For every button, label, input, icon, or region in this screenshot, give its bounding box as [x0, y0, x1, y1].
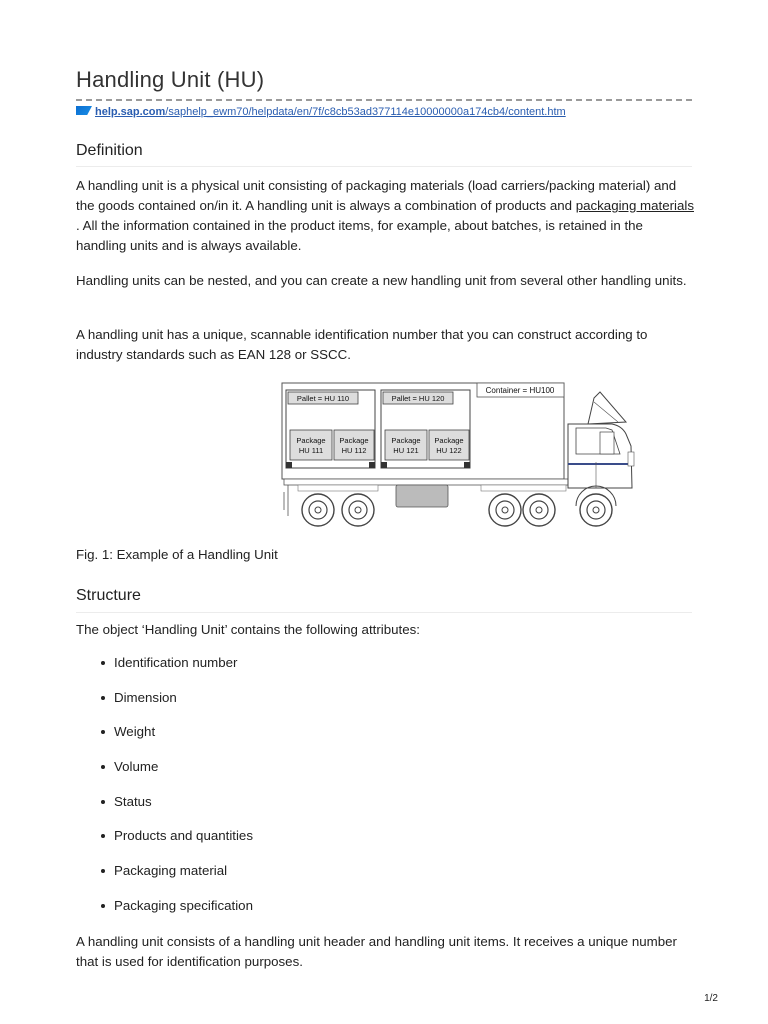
title-divider [76, 99, 692, 101]
pallet-2-foot-left [381, 462, 387, 468]
package-hu122 [429, 430, 469, 460]
definition-heading: Definition [76, 142, 143, 159]
list-item: Weight [114, 721, 253, 756]
list-item: Dimension [114, 687, 253, 722]
page-number: 1/2 [704, 993, 718, 1004]
package-hu122-line1: Package [434, 436, 464, 445]
package-hu121-line1: Package [391, 436, 421, 445]
list-item: Packaging specification [114, 895, 253, 930]
figure-caption: Fig. 1: Example of a Handling Unit [76, 547, 278, 562]
packaging-materials-link[interactable]: packaging materials [575, 198, 694, 213]
structure-intro: The object ‘Handling Unit’ contains the following attributes: [76, 622, 420, 637]
package-hu122-line2: HU 122 [436, 446, 462, 455]
pallet-2-label: Pallet = HU 120 [391, 394, 445, 403]
handling-unit-figure [276, 378, 642, 536]
pallet-1-foot-right [369, 462, 375, 468]
sap-logo-icon [76, 106, 92, 115]
list-item: Status [114, 791, 253, 826]
list-item: Products and quantities [114, 825, 253, 860]
pallet-2-foot-right [464, 462, 470, 468]
package-hu112-line1: Package [339, 436, 369, 445]
package-hu112 [334, 430, 374, 460]
package-hu111-line1: Package [296, 436, 326, 445]
structure-closing-paragraph: A handling unit consists of a handling unit header and handling unit items. It receives a unique number that is used for identification purposes. [76, 934, 677, 969]
structure-heading: Structure [76, 587, 141, 604]
package-hu121-line2: HU 121 [393, 446, 419, 455]
package-hu111-line2: HU 111 [298, 446, 324, 455]
fuel-tank [396, 485, 448, 507]
package-hu112-line2: HU 112 [341, 446, 367, 455]
truck-hood [588, 392, 626, 424]
list-item: Volume [114, 756, 253, 791]
list-item: Packaging material [114, 860, 253, 895]
package-hu111 [290, 430, 332, 460]
structure-rule [76, 612, 692, 613]
package-hu121 [385, 430, 427, 460]
front-wheels [489, 486, 616, 526]
source-link[interactable]: help.sap.com/saphelp_ewm70/helpdata/en/7f/c8cb53ad377114e10000000a174cb4/content.htm [95, 106, 566, 118]
truck-chassis [284, 479, 570, 485]
rear-wheels [302, 494, 374, 526]
container-label: Container = HU100 [485, 386, 555, 395]
list-item: Identification number [114, 652, 253, 687]
pallet-1-foot-left [286, 462, 292, 468]
definition-paragraph-1: A handling unit is a physical unit consisting of packaging materials (load carriers/packing material) and the goods contained on/in it. A handling unit is always a combination of products and packaging materials . All the information contained in the product items, for example, about batches, is retained in the handling units and is always available. [76, 178, 694, 253]
page-title: Handling Unit (HU) [76, 67, 265, 92]
definition-rule [76, 166, 692, 167]
source-link-row [76, 106, 566, 118]
attribute-list [76, 652, 253, 930]
definition-paragraph-3: A handling unit has a unique, scannable identification number that you can construct according to industry standards such as EAN 128 or SSCC. [76, 327, 648, 362]
truck-diagram [276, 378, 642, 536]
pallet-1-label: Pallet = HU 110 [296, 394, 350, 403]
definition-paragraph-2: Handling units can be nested, and you can create a new handling unit from several other handling units. [76, 273, 687, 288]
